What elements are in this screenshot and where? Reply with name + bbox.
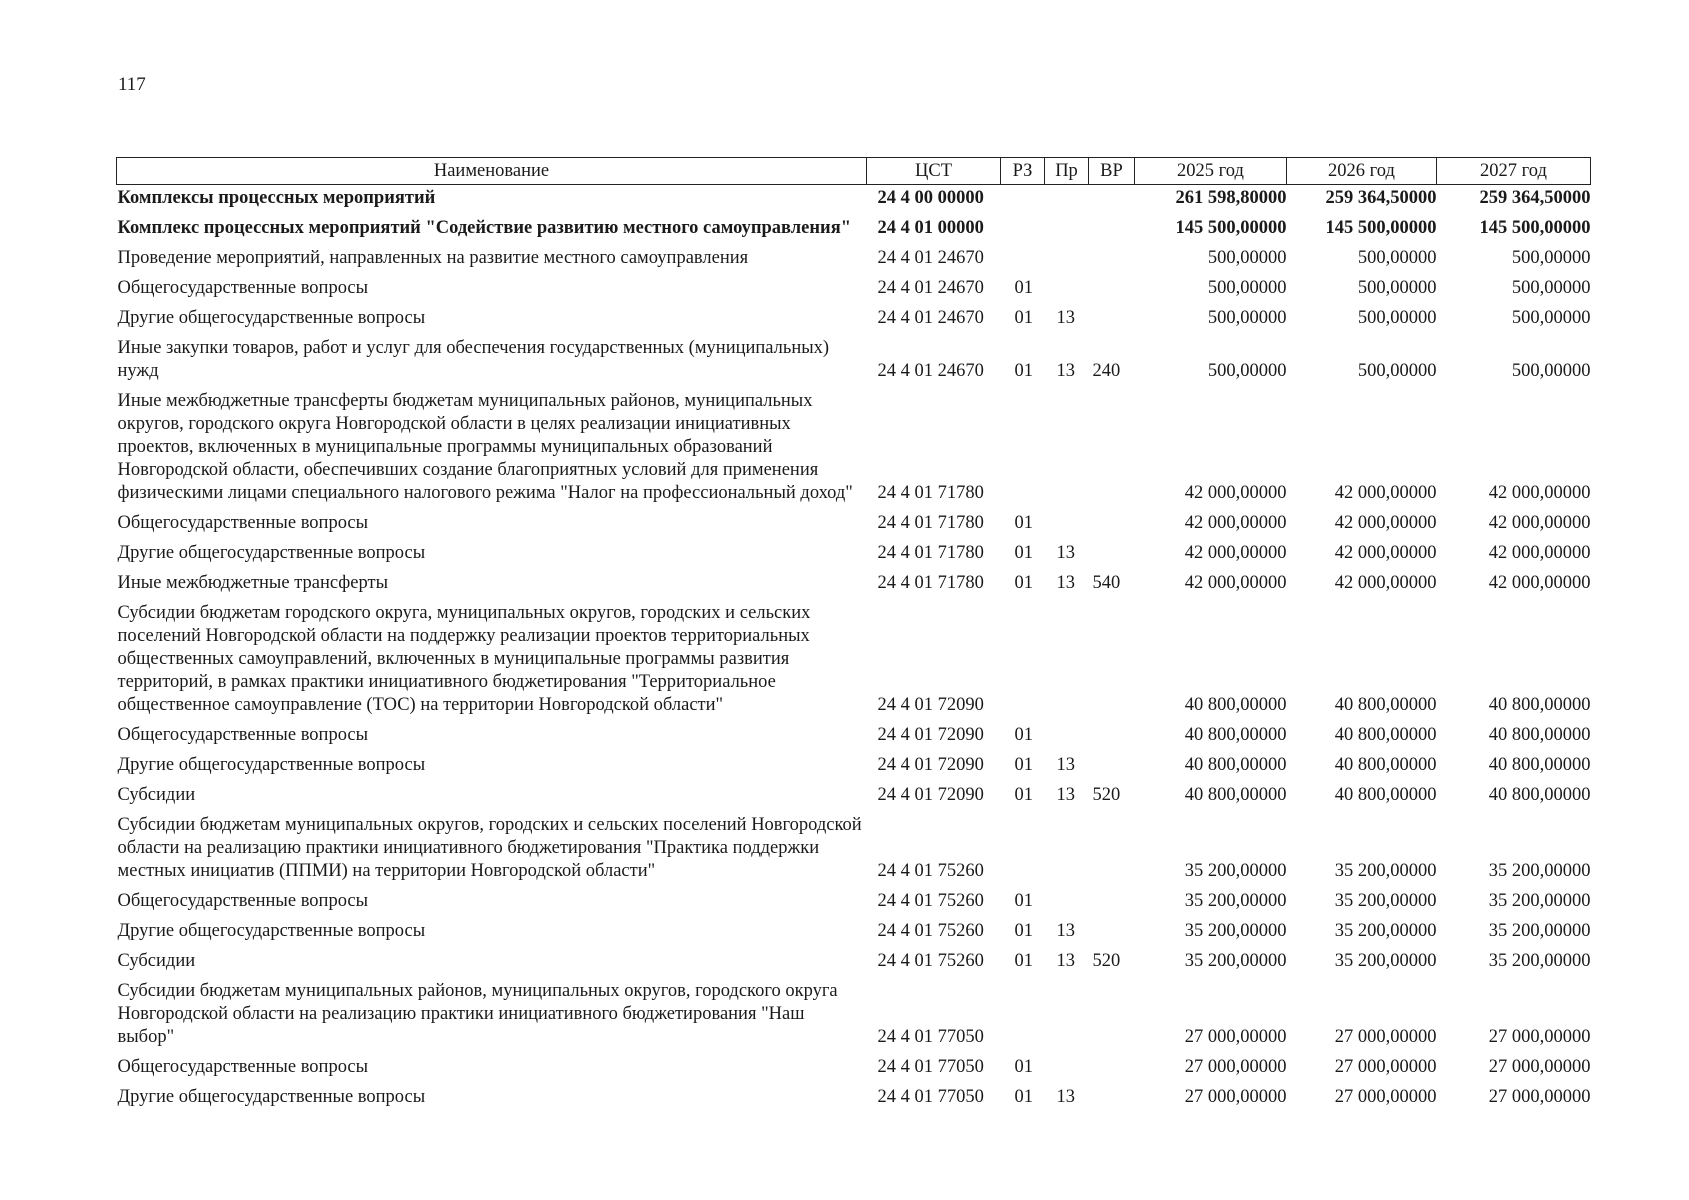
cell-rz: 01 xyxy=(1014,785,1033,805)
cell-2026: 40 800,00000 xyxy=(1334,785,1437,805)
cell-2027: 42 000,00000 xyxy=(1488,513,1591,533)
table-row xyxy=(117,386,1591,508)
cell-pr: 13 xyxy=(1056,573,1075,593)
cell-2027: 42 000,00000 xyxy=(1488,483,1591,503)
cell-name: Общегосударственные вопросы xyxy=(117,278,369,298)
cell-2027: 500,00000 xyxy=(1511,278,1591,298)
cell-name: Общегосударственные вопросы xyxy=(117,725,369,745)
table-row xyxy=(117,568,1591,598)
cell-2026: 35 200,00000 xyxy=(1334,861,1437,881)
cell-pr xyxy=(1045,598,1089,720)
cell-2026: 40 800,00000 xyxy=(1334,755,1437,775)
cell-pr xyxy=(1045,976,1089,1052)
cell-2026: 40 800,00000 xyxy=(1334,725,1437,745)
table-row xyxy=(117,1052,1591,1082)
cell-rz: 01 xyxy=(1014,573,1033,593)
cell-cst: 24 4 01 75260 xyxy=(877,861,984,881)
cell-2027: 35 200,00000 xyxy=(1488,891,1591,911)
table-row xyxy=(117,976,1591,1052)
cell-rz xyxy=(1001,185,1045,214)
cell-vr xyxy=(1089,598,1135,720)
cell-2026: 27 000,00000 xyxy=(1334,1027,1437,1047)
cell-2027: 500,00000 xyxy=(1511,361,1591,381)
cell-2025: 35 200,00000 xyxy=(1184,921,1287,941)
cell-rz: 01 xyxy=(1014,725,1033,745)
cell-pr xyxy=(1045,273,1089,303)
table-row xyxy=(117,598,1591,720)
cell-name: Субсидии xyxy=(117,951,196,971)
cell-2027: 500,00000 xyxy=(1511,308,1591,328)
cell-2026: 42 000,00000 xyxy=(1334,543,1437,563)
cell-2026: 35 200,00000 xyxy=(1334,891,1437,911)
cell-2025: 40 800,00000 xyxy=(1184,755,1287,775)
cell-2027: 259 364,50000 xyxy=(1479,188,1591,208)
cell-2025: 35 200,00000 xyxy=(1184,861,1287,881)
cell-pr: 13 xyxy=(1056,308,1075,328)
table-row xyxy=(117,750,1591,780)
header-2027: 2027 год xyxy=(1437,158,1591,185)
cell-2027: 40 800,00000 xyxy=(1488,785,1591,805)
cell-2026: 35 200,00000 xyxy=(1334,951,1437,971)
cell-vr: 520 xyxy=(1092,785,1121,805)
cell-vr: 540 xyxy=(1092,573,1121,593)
cell-cst: 24 4 01 24670 xyxy=(877,308,984,328)
cell-cst: 24 4 01 77050 xyxy=(877,1027,984,1047)
cell-vr xyxy=(1089,916,1135,946)
cell-rz: 01 xyxy=(1014,308,1033,328)
cell-rz: 01 xyxy=(1014,1057,1033,1077)
cell-2025: 500,00000 xyxy=(1207,248,1287,268)
cell-name: Другие общегосударственные вопросы xyxy=(117,1087,426,1107)
cell-vr: 240 xyxy=(1092,361,1121,381)
table-row xyxy=(117,243,1591,273)
cell-vr xyxy=(1089,886,1135,916)
cell-2027: 145 500,00000 xyxy=(1479,218,1591,238)
cell-2026: 500,00000 xyxy=(1357,361,1437,381)
table-body xyxy=(117,185,1591,1113)
cell-vr: 520 xyxy=(1092,951,1121,971)
cell-2026: 500,00000 xyxy=(1357,308,1437,328)
cell-name: Комплекс процессных мероприятий "Содействие развитию местного самоуправления" xyxy=(117,218,851,238)
cell-pr: 13 xyxy=(1056,755,1075,775)
header-2026: 2026 год xyxy=(1287,158,1437,185)
cell-pr xyxy=(1045,213,1089,243)
cell-name: Общегосударственные вопросы xyxy=(117,1057,369,1077)
cell-2025: 35 200,00000 xyxy=(1184,891,1287,911)
header-cst: ЦСТ xyxy=(867,158,1001,185)
cell-name: Субсидии xyxy=(117,785,196,805)
cell-rz: 01 xyxy=(1014,278,1033,298)
cell-cst: 24 4 01 24670 xyxy=(877,361,984,381)
cell-pr: 13 xyxy=(1056,361,1075,381)
cell-2025: 27 000,00000 xyxy=(1184,1087,1287,1107)
cell-cst: 24 4 01 72090 xyxy=(877,785,984,805)
cell-2026: 42 000,00000 xyxy=(1334,483,1437,503)
cell-2025: 42 000,00000 xyxy=(1184,543,1287,563)
cell-cst: 24 4 01 71780 xyxy=(877,483,984,503)
cell-pr xyxy=(1045,720,1089,750)
cell-rz xyxy=(1001,243,1045,273)
cell-rz: 01 xyxy=(1014,951,1033,971)
table-row xyxy=(117,780,1591,810)
cell-pr: 13 xyxy=(1056,951,1075,971)
cell-2027: 27 000,00000 xyxy=(1488,1057,1591,1077)
cell-2026: 42 000,00000 xyxy=(1334,573,1437,593)
cell-2025: 500,00000 xyxy=(1207,278,1287,298)
table-row xyxy=(117,333,1591,386)
cell-2026: 500,00000 xyxy=(1357,278,1437,298)
cell-name: Субсидии бюджетам муниципальных округов, городских и сельских поселений Новгородской области на реализацию практики инициативного бюджетирования "Практика поддержки местных инициатив (ППМИ) на территории Новгородской области" xyxy=(117,815,862,881)
cell-pr xyxy=(1045,810,1089,886)
cell-2027: 27 000,00000 xyxy=(1488,1027,1591,1047)
cell-2027: 42 000,00000 xyxy=(1488,543,1591,563)
cell-pr xyxy=(1045,886,1089,916)
cell-vr xyxy=(1089,810,1135,886)
cell-vr xyxy=(1089,1082,1135,1112)
table-row xyxy=(117,185,1591,214)
cell-2027: 40 800,00000 xyxy=(1488,695,1591,715)
page-number: 117 xyxy=(118,74,146,95)
cell-name: Общегосударственные вопросы xyxy=(117,513,369,533)
cell-cst: 24 4 01 24670 xyxy=(877,278,984,298)
cell-2025: 500,00000 xyxy=(1207,308,1287,328)
cell-name: Субсидии бюджетам муниципальных районов, муниципальных округов, городского округа Новгородской области на реализацию практики инициативного бюджетирования "Наш выбор" xyxy=(117,981,838,1047)
header-vr: ВР xyxy=(1089,158,1135,185)
cell-2027: 40 800,00000 xyxy=(1488,755,1591,775)
cell-rz: 01 xyxy=(1014,921,1033,941)
cell-2025: 261 598,80000 xyxy=(1175,188,1287,208)
header-pr: Пр xyxy=(1045,158,1089,185)
cell-2025: 40 800,00000 xyxy=(1184,725,1287,745)
cell-rz xyxy=(1001,976,1045,1052)
cell-rz xyxy=(1001,810,1045,886)
cell-cst: 24 4 01 77050 xyxy=(877,1057,984,1077)
cell-name: Другие общегосударственные вопросы xyxy=(117,543,426,563)
cell-vr xyxy=(1089,273,1135,303)
cell-pr xyxy=(1045,1052,1089,1082)
table-row xyxy=(117,213,1591,243)
table-row xyxy=(117,273,1591,303)
cell-2026: 145 500,00000 xyxy=(1325,218,1437,238)
cell-2026: 35 200,00000 xyxy=(1334,921,1437,941)
cell-rz xyxy=(1001,386,1045,508)
cell-2025: 42 000,00000 xyxy=(1184,573,1287,593)
cell-pr xyxy=(1045,508,1089,538)
cell-rz: 01 xyxy=(1014,1087,1033,1107)
cell-2026: 42 000,00000 xyxy=(1334,513,1437,533)
budget-table xyxy=(116,157,1591,1112)
table-row xyxy=(117,508,1591,538)
cell-pr: 13 xyxy=(1056,785,1075,805)
cell-2025: 35 200,00000 xyxy=(1184,951,1287,971)
cell-2026: 500,00000 xyxy=(1357,248,1437,268)
cell-cst: 24 4 01 72090 xyxy=(877,725,984,745)
cell-vr xyxy=(1089,303,1135,333)
cell-2027: 35 200,00000 xyxy=(1488,921,1591,941)
cell-pr: 13 xyxy=(1056,1087,1075,1107)
cell-2026: 40 800,00000 xyxy=(1334,695,1437,715)
cell-vr xyxy=(1089,750,1135,780)
cell-name: Иные межбюджетные трансферты xyxy=(117,573,389,593)
table-row xyxy=(117,538,1591,568)
cell-cst: 24 4 01 24670 xyxy=(877,248,984,268)
cell-rz: 01 xyxy=(1014,513,1033,533)
cell-pr: 13 xyxy=(1056,921,1075,941)
cell-2025: 42 000,00000 xyxy=(1184,483,1287,503)
cell-cst: 24 4 01 00000 xyxy=(877,218,984,238)
cell-vr xyxy=(1089,720,1135,750)
table-row xyxy=(117,303,1591,333)
table-row xyxy=(117,886,1591,916)
cell-cst: 24 4 01 71780 xyxy=(877,543,984,563)
cell-pr xyxy=(1045,386,1089,508)
cell-cst: 24 4 01 71780 xyxy=(877,573,984,593)
cell-vr xyxy=(1089,508,1135,538)
cell-vr xyxy=(1089,243,1135,273)
cell-2027: 42 000,00000 xyxy=(1488,573,1591,593)
cell-name: Субсидии бюджетам городского округа, муниципальных округов, городских и сельских поселений Новгородской области на поддержку реализации проектов территориальных общественных самоуправлений, включенных в муниципальные программы развития территорий, в рамках практики инициативного бюджетирования "Территориальное общественное самоуправление (ТОС) на территории Новгородской области" xyxy=(117,603,811,715)
cell-cst: 24 4 01 71780 xyxy=(877,513,984,533)
cell-2025: 500,00000 xyxy=(1207,361,1287,381)
cell-rz: 01 xyxy=(1014,755,1033,775)
cell-pr xyxy=(1045,243,1089,273)
cell-pr: 13 xyxy=(1056,543,1075,563)
cell-vr xyxy=(1089,185,1135,214)
cell-2025: 27 000,00000 xyxy=(1184,1027,1287,1047)
cell-name: Общегосударственные вопросы xyxy=(117,891,369,911)
cell-2027: 500,00000 xyxy=(1511,248,1591,268)
cell-name: Иные закупки товаров, работ и услуг для обеспечения государственных (муниципальных) нужд xyxy=(117,338,830,381)
cell-cst: 24 4 01 72090 xyxy=(877,755,984,775)
cell-2027: 35 200,00000 xyxy=(1488,861,1591,881)
table-header-row xyxy=(117,158,1591,185)
cell-cst: 24 4 01 75260 xyxy=(877,951,984,971)
header-rz: РЗ xyxy=(1001,158,1045,185)
cell-name: Комплексы процессных мероприятий xyxy=(117,188,436,208)
cell-vr xyxy=(1089,538,1135,568)
cell-rz: 01 xyxy=(1014,891,1033,911)
cell-vr xyxy=(1089,386,1135,508)
table-row xyxy=(117,720,1591,750)
table-row xyxy=(117,1082,1591,1112)
cell-name: Проведение мероприятий, направленных на развитие местного самоуправления xyxy=(117,248,749,268)
cell-2025: 27 000,00000 xyxy=(1184,1057,1287,1077)
cell-2026: 259 364,50000 xyxy=(1325,188,1437,208)
cell-name: Другие общегосударственные вопросы xyxy=(117,755,426,775)
cell-2027: 40 800,00000 xyxy=(1488,725,1591,745)
cell-cst: 24 4 00 00000 xyxy=(877,188,984,208)
cell-2025: 145 500,00000 xyxy=(1175,218,1287,238)
cell-rz: 01 xyxy=(1014,361,1033,381)
cell-name: Другие общегосударственные вопросы xyxy=(117,921,426,941)
cell-2027: 35 200,00000 xyxy=(1488,951,1591,971)
cell-cst: 24 4 01 75260 xyxy=(877,921,984,941)
table-row xyxy=(117,916,1591,946)
cell-cst: 24 4 01 77050 xyxy=(877,1087,984,1107)
cell-2025: 40 800,00000 xyxy=(1184,785,1287,805)
cell-name: Другие общегосударственные вопросы xyxy=(117,308,426,328)
cell-rz: 01 xyxy=(1014,543,1033,563)
table-row xyxy=(117,810,1591,886)
cell-vr xyxy=(1089,1052,1135,1082)
cell-cst: 24 4 01 75260 xyxy=(877,891,984,911)
cell-vr xyxy=(1089,976,1135,1052)
cell-2026: 27 000,00000 xyxy=(1334,1087,1437,1107)
header-2025: 2025 год xyxy=(1135,158,1287,185)
cell-2026: 27 000,00000 xyxy=(1334,1057,1437,1077)
cell-name: Иные межбюджетные трансферты бюджетам муниципальных районов, муниципальных округов, городского округа Новгородской области в целях реализации инициативных проектов, включенных в муниципальные программы муниципальных образований Новгородской области, обеспечивших создание благоприятных условий для применения физическими лицами специального налогового режима "Налог на профессиональный доход" xyxy=(117,391,853,503)
cell-vr xyxy=(1089,213,1135,243)
cell-2025: 40 800,00000 xyxy=(1184,695,1287,715)
table-row xyxy=(117,946,1591,976)
cell-cst: 24 4 01 72090 xyxy=(877,695,984,715)
cell-pr xyxy=(1045,185,1089,214)
cell-rz xyxy=(1001,213,1045,243)
cell-rz xyxy=(1001,598,1045,720)
cell-2027: 27 000,00000 xyxy=(1488,1087,1591,1107)
cell-2025: 42 000,00000 xyxy=(1184,513,1287,533)
header-name: Наименование xyxy=(117,158,867,185)
